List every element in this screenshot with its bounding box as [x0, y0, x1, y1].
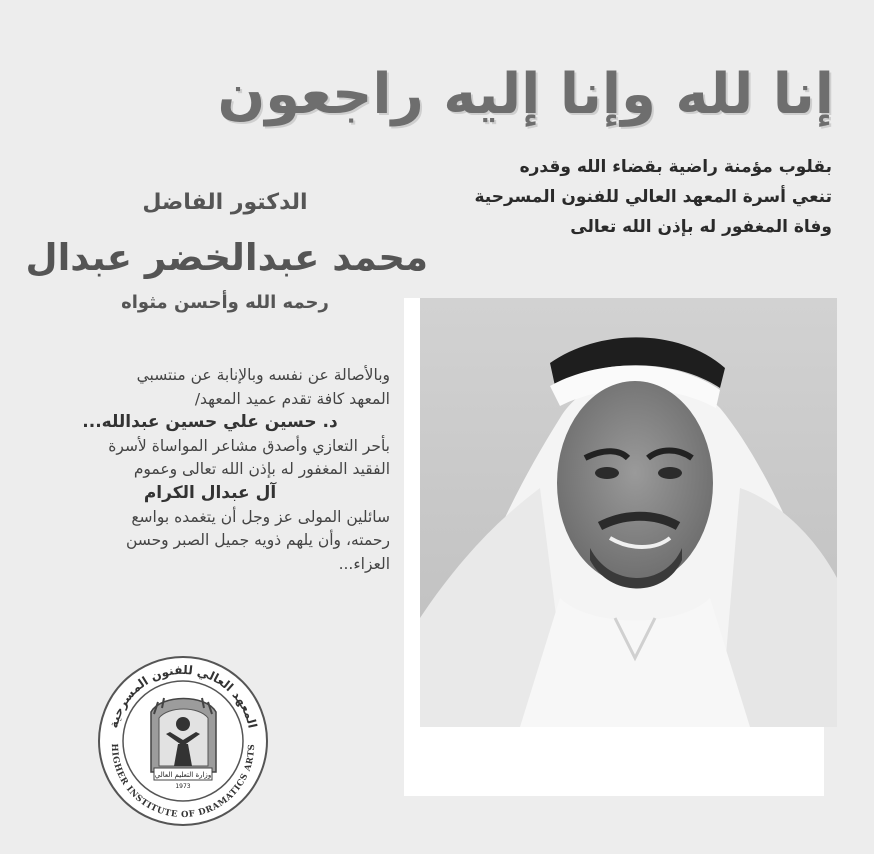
condolence-line: العزاء...: [338, 554, 390, 573]
intro-text: [412, 152, 832, 242]
condolence-line: بأحر التعازي وأصدق مشاعر المواساة لأسرة: [108, 436, 390, 455]
deceased-honorific: الدكتور الفاضل: [142, 190, 308, 215]
condolence-line: وبالأصالة عن نفسه وبالإنابة عن منتسبي: [136, 366, 390, 384]
intro-line: بقلوب مؤمنة راضية بقضاء الله وقدره: [519, 157, 832, 177]
logo-year: 1973: [175, 783, 191, 790]
condolence-line: المعهد كافة تقدم عميد المعهد/: [194, 389, 390, 408]
dean-name: د. حسين علي حسين عبدالله...: [82, 412, 338, 433]
intro-line: تنعي أسرة المعهد العالي للفنون المسرحية: [474, 187, 832, 207]
logo-english-name: HIGHER INSTITUTE OF DRAMATICS ARTS: [108, 743, 258, 821]
prayer-text: رحمه الله وأحسن مثواه: [121, 292, 329, 313]
announcement-title: إنا لله وإنا إليه راجعون: [217, 62, 834, 127]
logo-ministry: وزارة التعليم العالي: [154, 771, 212, 779]
portrait-illustration: [420, 298, 837, 727]
logo-arabic-name: المعهد العالي للفنون المسرحية: [106, 662, 260, 730]
institute-logo: [96, 654, 270, 828]
intro-line: وفاة المغفور له بإذن الله تعالى: [570, 217, 832, 237]
deceased-name: محمد عبدالخضر عبدال: [25, 236, 428, 279]
condolence-text: [30, 364, 390, 576]
condolence-line: رحمته، وأن يلهم ذويه جميل الصبر وحسن: [125, 531, 390, 550]
condolence-line: سائلين المولى عز وجل أن يتغمده بواسع: [131, 507, 390, 526]
family-name: آل عبدال الكرام: [143, 482, 277, 503]
condolence-line: الفقيد المغفور له بإذن الله تعالى وعموم: [133, 460, 390, 479]
portrait-photo: [420, 298, 837, 727]
